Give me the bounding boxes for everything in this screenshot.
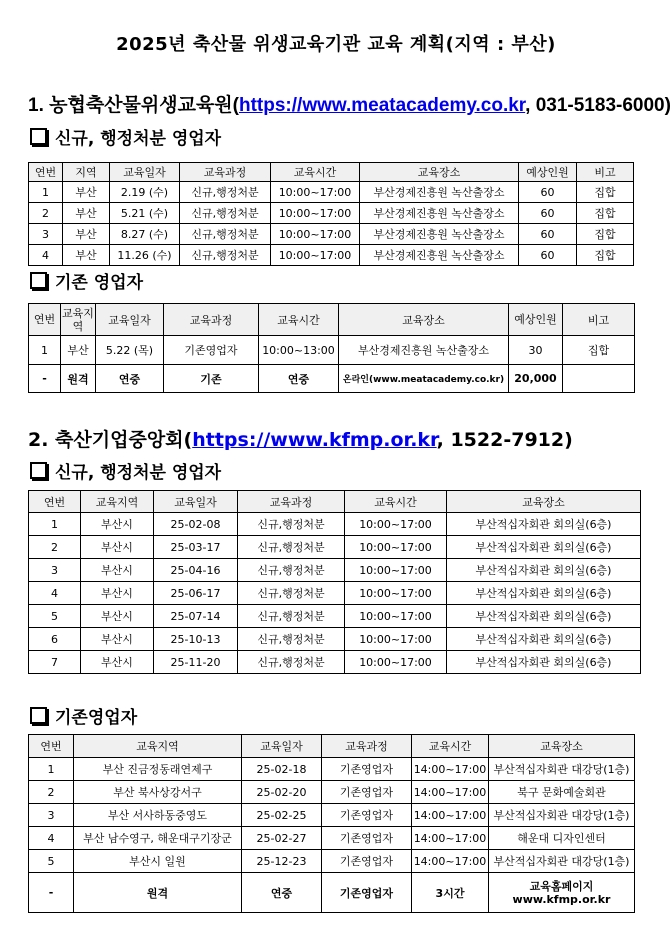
section2-link[interactable]: https://www.kfmp.or.kr <box>192 429 437 451</box>
cell: 60 <box>519 182 577 203</box>
cell: 원격 <box>74 873 242 913</box>
table-row <box>29 651 641 674</box>
cell: 부산시 <box>81 513 154 536</box>
cell: 연중 <box>259 365 339 393</box>
cell: 부산 진금정동래연제구 <box>74 758 242 781</box>
cell: 연중 <box>242 873 322 913</box>
cell: 부산경제진흥원 녹산출장소 <box>360 245 519 266</box>
cell: 집합 <box>577 245 634 266</box>
cell: 5 <box>29 850 74 873</box>
header-cell: 교육시간 <box>345 491 447 513</box>
cell: 부산 <box>61 336 96 365</box>
cell: 부산적십자회관 회의실(6층) <box>447 628 641 651</box>
cell: 4 <box>29 582 81 605</box>
cell: 기존영업자 <box>322 827 412 850</box>
cell: 10:00~17:00 <box>345 582 447 605</box>
header-cell: 교육시간 <box>271 163 360 182</box>
header-cell: 교육과정 <box>238 491 345 513</box>
cell: 집합 <box>577 203 634 224</box>
cell: 부산시 <box>81 559 154 582</box>
cell: 25-07-14 <box>154 605 238 628</box>
cell: 부산적십자회관 대강당(1층) <box>489 850 635 873</box>
section1-contact: , 031-5183-6000) <box>525 95 671 116</box>
cell: 2 <box>29 781 74 804</box>
cell: 부산 남수영구, 해운대구기장군 <box>74 827 242 850</box>
cell: 10:00~17:00 <box>345 513 447 536</box>
cell: 교육홈페이지 www.kfmp.or.kr <box>489 873 635 913</box>
cell: 30 <box>509 336 563 365</box>
table-row <box>29 850 635 873</box>
table-row <box>29 781 635 804</box>
table-row <box>29 827 635 850</box>
cell: 신규,행정처분 <box>238 536 345 559</box>
header-cell: 비고 <box>577 163 634 182</box>
cell: 4 <box>29 245 63 266</box>
table-row <box>29 582 641 605</box>
header-cell: 교육지역 <box>81 491 154 513</box>
header-cell: 교육장소 <box>339 304 509 336</box>
cell: 60 <box>519 224 577 245</box>
cell: 부산적십자회관 대강당(1층) <box>489 758 635 781</box>
cell: 3시간 <box>412 873 489 913</box>
table-header-row <box>29 163 634 182</box>
header-cell: 연번 <box>29 491 81 513</box>
cell: 기존영업자 <box>322 873 412 913</box>
section2-contact: , 1522-7912) <box>436 429 573 451</box>
cell: 부산시 <box>81 605 154 628</box>
checkbox-icon <box>30 272 47 289</box>
cell: 기존영업자 <box>322 850 412 873</box>
subheading-label: 신규, 행정처분 영업자 <box>55 129 222 149</box>
section1-existing-heading <box>30 268 143 293</box>
cell: 부산경제진흥원 녹산출장소 <box>360 224 519 245</box>
header-cell: 교육장소 <box>489 735 635 758</box>
header-cell: 연번 <box>29 304 61 336</box>
header-cell: 교육시간 <box>259 304 339 336</box>
header-cell: 교육일자 <box>110 163 180 182</box>
table-row <box>29 758 635 781</box>
cell: 신규,행정처분 <box>180 203 271 224</box>
cell: 부산 북사상강서구 <box>74 781 242 804</box>
header-cell: 연번 <box>29 163 63 182</box>
header-cell: 교육과정 <box>322 735 412 758</box>
cell: 신규,행정처분 <box>238 628 345 651</box>
cell: 기존 <box>164 365 259 393</box>
cell: 10:00~17:00 <box>271 182 360 203</box>
section1-new-heading <box>30 124 221 149</box>
table-row <box>29 804 635 827</box>
section2-name: 2. 축산기업중앙회( <box>28 429 193 451</box>
header-cell: 비고 <box>563 304 635 336</box>
cell: 7 <box>29 651 81 674</box>
table-row <box>29 365 635 393</box>
cell: 부산적십자회관 회의실(6층) <box>447 651 641 674</box>
table-row <box>29 182 634 203</box>
cell <box>563 365 635 393</box>
table-section1-new <box>28 162 634 266</box>
checkbox-icon <box>30 462 47 479</box>
table-section1-existing <box>28 303 635 393</box>
cell: 10:00~17:00 <box>271 224 360 245</box>
table-header-row <box>29 735 635 758</box>
cell: 부산경제진흥원 녹산출장소 <box>360 182 519 203</box>
table-row <box>29 873 635 913</box>
header-cell: 교육장소 <box>360 163 519 182</box>
cell: 부산 <box>63 203 110 224</box>
header-cell: 예상인원 <box>509 304 563 336</box>
page-title: 2025년 축산물 위생교육기관 교육 계획(지역 : 부산) <box>116 34 556 55</box>
header-cell: 예상인원 <box>519 163 577 182</box>
table-row <box>29 605 641 628</box>
cell: 신규,행정처분 <box>238 651 345 674</box>
cell: 25-06-17 <box>154 582 238 605</box>
section2-new-heading <box>30 458 221 483</box>
cell: 원격 <box>61 365 96 393</box>
header-cell: 교육일자 <box>242 735 322 758</box>
cell: 부산경제진흥원 녹산출장소 <box>339 336 509 365</box>
cell: 10:00~17:00 <box>345 651 447 674</box>
cell: 3 <box>29 804 74 827</box>
subheading-label: 기존영업자 <box>55 708 138 728</box>
checkbox-icon <box>30 707 47 724</box>
cell: 3 <box>29 224 63 245</box>
cell: 부산 <box>63 224 110 245</box>
cell: 신규,행정처분 <box>180 182 271 203</box>
table-header-row <box>29 304 635 336</box>
cell: 11.26 (수) <box>110 245 180 266</box>
cell: 5.22 (목) <box>96 336 164 365</box>
cell: 1 <box>29 182 63 203</box>
cell: 8.27 (수) <box>110 224 180 245</box>
cell: 부산시 <box>81 651 154 674</box>
section1-link[interactable]: https://www.meatacademy.co.kr <box>239 95 526 116</box>
cell: 1 <box>29 758 74 781</box>
cell: 부산경제진흥원 녹산출장소 <box>360 203 519 224</box>
cell: 10:00~17:00 <box>345 605 447 628</box>
table-row <box>29 245 634 266</box>
header-cell: 교육과정 <box>180 163 271 182</box>
cell: 3 <box>29 559 81 582</box>
cell: 신규,행정처분 <box>180 245 271 266</box>
cell: 부산 <box>63 182 110 203</box>
cell: 10:00~17:00 <box>345 559 447 582</box>
cell: 부산시 일원 <box>74 850 242 873</box>
cell: 1 <box>29 336 61 365</box>
cell: 부산 <box>63 245 110 266</box>
cell: 25-02-18 <box>242 758 322 781</box>
cell: 10:00~17:00 <box>271 203 360 224</box>
cell: 25-02-20 <box>242 781 322 804</box>
cell: 25-02-27 <box>242 827 322 850</box>
cell: 10:00~17:00 <box>345 536 447 559</box>
cell: 연중 <box>96 365 164 393</box>
cell: 부산적십자회관 회의실(6층) <box>447 513 641 536</box>
checkbox-icon <box>30 128 47 145</box>
cell: 14:00~17:00 <box>412 781 489 804</box>
cell: 25-02-25 <box>242 804 322 827</box>
cell: 2 <box>29 536 81 559</box>
header-cell: 교육일자 <box>96 304 164 336</box>
cell: 25-02-08 <box>154 513 238 536</box>
cell: 4 <box>29 827 74 850</box>
cell: 25-12-23 <box>242 850 322 873</box>
cell: 25-03-17 <box>154 536 238 559</box>
cell: 신규,행정처분 <box>180 224 271 245</box>
cell: 부산적십자회관 회의실(6층) <box>447 582 641 605</box>
cell: 14:00~17:00 <box>412 804 489 827</box>
cell: 5.21 (수) <box>110 203 180 224</box>
cell: 집합 <box>577 224 634 245</box>
cell: 6 <box>29 628 81 651</box>
cell: 부산적십자회관 대강당(1층) <box>489 804 635 827</box>
table-row <box>29 559 641 582</box>
subheading-label: 신규, 행정처분 영업자 <box>55 463 222 483</box>
cell: 25-11-20 <box>154 651 238 674</box>
cell: 25-04-16 <box>154 559 238 582</box>
cell: 기존영업자 <box>322 781 412 804</box>
cell: 10:00~17:00 <box>271 245 360 266</box>
cell: 온라인(www.meatacademy.co.kr) <box>339 365 509 393</box>
header-cell: 교육일자 <box>154 491 238 513</box>
cell: 신규,행정처분 <box>238 513 345 536</box>
cell: 부산시 <box>81 536 154 559</box>
cell: 10:00~13:00 <box>259 336 339 365</box>
cell: 부산시 <box>81 628 154 651</box>
cell: 부산시 <box>81 582 154 605</box>
cell: 60 <box>519 203 577 224</box>
cell: 신규,행정처분 <box>238 605 345 628</box>
cell: 신규,행정처분 <box>238 582 345 605</box>
cell: 5 <box>29 605 81 628</box>
cell: 집합 <box>577 182 634 203</box>
cell: 기존영업자 <box>164 336 259 365</box>
cell: 부산적십자회관 회의실(6층) <box>447 559 641 582</box>
header-cell: 교육과정 <box>164 304 259 336</box>
table-row <box>29 203 634 224</box>
table-row <box>29 336 635 365</box>
cell: - <box>29 365 61 393</box>
cell: 14:00~17:00 <box>412 758 489 781</box>
table-section2-existing <box>28 734 635 913</box>
subheading-label: 기존 영업자 <box>55 273 144 293</box>
section1-heading <box>28 90 671 117</box>
header-cell: 교육지역 <box>61 304 96 336</box>
table-row <box>29 224 634 245</box>
header-cell: 교육장소 <box>447 491 641 513</box>
cell: 60 <box>519 245 577 266</box>
header-cell: 지역 <box>63 163 110 182</box>
cell: 신규,행정처분 <box>238 559 345 582</box>
cell: 부산적십자회관 회의실(6층) <box>447 605 641 628</box>
section1-name: 1. 농협축산물위생교육원( <box>28 95 239 116</box>
cell: 2 <box>29 203 63 224</box>
cell: 부산 서사하동중영도 <box>74 804 242 827</box>
cell: 10:00~17:00 <box>345 628 447 651</box>
table-row <box>29 536 641 559</box>
cell: 집합 <box>563 336 635 365</box>
table-header-row <box>29 491 641 513</box>
cell: 기존영업자 <box>322 758 412 781</box>
cell: 부산적십자회관 회의실(6층) <box>447 536 641 559</box>
cell: 14:00~17:00 <box>412 827 489 850</box>
cell: 14:00~17:00 <box>412 850 489 873</box>
table-row <box>29 513 641 536</box>
header-cell: 교육지역 <box>74 735 242 758</box>
cell: 20,000 <box>509 365 563 393</box>
cell: 해운대 디자인센터 <box>489 827 635 850</box>
section2-existing-heading <box>30 703 137 728</box>
header-cell: 교육시간 <box>412 735 489 758</box>
table-row <box>29 628 641 651</box>
cell: 기존영업자 <box>322 804 412 827</box>
cell: - <box>29 873 74 913</box>
cell: 1 <box>29 513 81 536</box>
header-cell: 연번 <box>29 735 74 758</box>
cell: 2.19 (수) <box>110 182 180 203</box>
cell: 25-10-13 <box>154 628 238 651</box>
section2-heading <box>28 425 573 452</box>
cell: 북구 문화예술회관 <box>489 781 635 804</box>
table-section2-new <box>28 490 641 674</box>
